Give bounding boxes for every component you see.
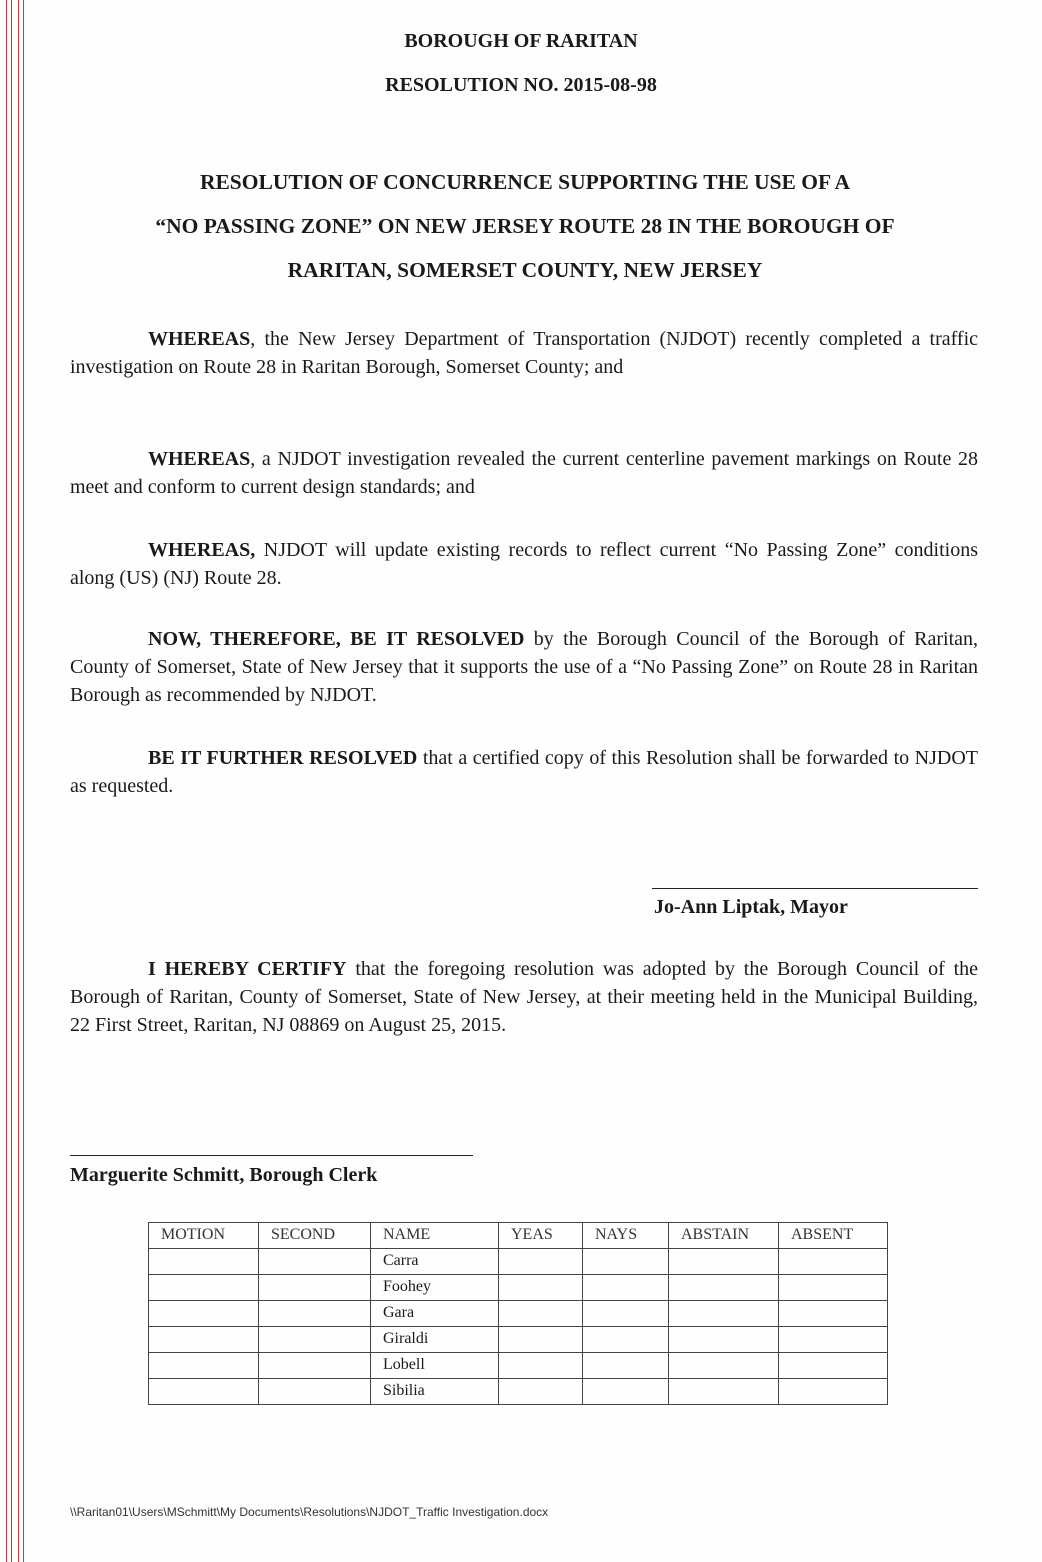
resolution-title	[70, 160, 980, 292]
paragraph-lead: WHEREAS	[148, 328, 251, 350]
mayor-signature-line	[652, 888, 978, 889]
borough-heading: BOROUGH OF RARITAN	[404, 30, 638, 52]
paragraph-text: by the Borough Council of the Borough of Raritan, County of Somerset, State of New Jersey that it supports the use of a “No Passing Zone” on Route 28 in Raritan Borough as recommended by NJDOT.	[70, 628, 979, 706]
column-header: MOTION	[149, 1223, 259, 1249]
cell	[149, 1353, 259, 1379]
file-path-footer: \\Raritan01\Users\MSchmitt\My Documents\Resolutions\NJDOT_Traffic Investigation.docx	[70, 1505, 549, 1519]
column-header: ABSENT	[779, 1223, 888, 1249]
table-row	[149, 1327, 888, 1353]
paragraph-lead: BE IT FURTHER RESOLVED	[148, 747, 418, 769]
margin-rule	[6, 0, 7, 1562]
paragraph-lead: I HEREBY CERTIFY	[148, 958, 347, 980]
cell	[259, 1353, 371, 1379]
title-line: RARITAN, SOMERSET COUNTY, NEW JERSEY	[287, 258, 763, 282]
further-resolved-paragraph	[70, 744, 978, 800]
paragraph-text: that the foregoing resolution was adopted by the Borough Council of the Borough of Raritan, County of Somerset, State of New Jersey, at their meeting held in the Municipal Building, 22 First Street, Raritan, NJ 08869 on August 25, 2015.	[70, 958, 978, 1036]
margin-rule	[18, 0, 19, 1562]
column-header: SECOND	[259, 1223, 371, 1249]
cell	[259, 1301, 371, 1327]
cell	[669, 1301, 779, 1327]
council-member-name: Gara	[371, 1301, 499, 1327]
certification-paragraph	[70, 955, 978, 1039]
cell	[779, 1327, 888, 1353]
cell	[669, 1275, 779, 1301]
cell	[499, 1249, 583, 1275]
cell	[779, 1301, 888, 1327]
column-header: YEAS	[499, 1223, 583, 1249]
margin-rule	[23, 0, 24, 1562]
whereas-paragraph	[70, 325, 978, 381]
council-member-name: Foohey	[371, 1275, 499, 1301]
paragraph-text: , a NJDOT investigation revealed the current centerline pavement markings on Route 28 meet and conform to current design standards; and	[70, 448, 978, 498]
cell	[779, 1249, 888, 1275]
council-member-name: Lobell	[371, 1353, 499, 1379]
table-row	[149, 1379, 888, 1405]
cell	[149, 1249, 259, 1275]
clerk-signature-line	[70, 1155, 473, 1156]
title-line: RESOLUTION OF CONCURRENCE SUPPORTING THE USE OF A	[199, 170, 851, 194]
cell	[669, 1327, 779, 1353]
paragraph-lead: WHEREAS,	[148, 539, 256, 561]
cell	[259, 1249, 371, 1275]
table-row	[149, 1249, 888, 1275]
cell	[149, 1379, 259, 1405]
cell	[499, 1275, 583, 1301]
column-header: ABSTAIN	[669, 1223, 779, 1249]
mayor-name: Jo-Ann Liptak, Mayor	[654, 896, 848, 918]
whereas-paragraph	[70, 445, 978, 501]
cell	[583, 1379, 669, 1405]
cell	[779, 1379, 888, 1405]
council-member-name: Giraldi	[371, 1327, 499, 1353]
vote-table	[148, 1222, 888, 1405]
cell	[149, 1327, 259, 1353]
margin-rule	[11, 0, 12, 1562]
paragraph-text: that a certified copy of this Resolution shall be forwarded to NJDOT as requested.	[70, 747, 978, 797]
clerk-name: Marguerite Schmitt, Borough Clerk	[70, 1164, 378, 1186]
cell	[149, 1275, 259, 1301]
cell	[583, 1301, 669, 1327]
table-row	[149, 1275, 888, 1301]
cell	[499, 1301, 583, 1327]
whereas-paragraph	[70, 536, 978, 592]
council-member-name: Sibilia	[371, 1379, 499, 1405]
cell	[669, 1353, 779, 1379]
cell	[583, 1353, 669, 1379]
vote-table-header	[149, 1223, 888, 1249]
cell	[779, 1275, 888, 1301]
paragraph-text: , the New Jersey Department of Transportation (NJDOT) recently completed a traffic investigation on Route 28 in Raritan Borough, Somerset County; and	[70, 328, 978, 378]
resolution-number: RESOLUTION NO. 2015-08-98	[385, 74, 657, 96]
council-member-name: Carra	[371, 1249, 499, 1275]
cell	[149, 1301, 259, 1327]
cell	[779, 1353, 888, 1379]
cell	[669, 1249, 779, 1275]
cell	[259, 1379, 371, 1405]
column-header: NAME	[371, 1223, 499, 1249]
cell	[499, 1327, 583, 1353]
paragraph-text: NJDOT will update existing records to reflect current “No Passing Zone” conditions along (US) (NJ) Route 28.	[70, 539, 978, 589]
cell	[583, 1249, 669, 1275]
cell	[583, 1275, 669, 1301]
paragraph-lead: WHEREAS	[148, 448, 251, 470]
cell	[669, 1379, 779, 1405]
table-row	[149, 1353, 888, 1379]
resolved-paragraph	[70, 625, 978, 709]
cell	[499, 1353, 583, 1379]
table-row	[149, 1301, 888, 1327]
title-line: “NO PASSING ZONE” ON NEW JERSEY ROUTE 28 IN THE BOROUGH OF	[155, 214, 895, 238]
cell	[259, 1275, 371, 1301]
cell	[259, 1327, 371, 1353]
cell	[583, 1327, 669, 1353]
cell	[499, 1379, 583, 1405]
paragraph-lead: NOW, THEREFORE, BE IT RESOLVED	[148, 628, 525, 650]
column-header: NAYS	[583, 1223, 669, 1249]
